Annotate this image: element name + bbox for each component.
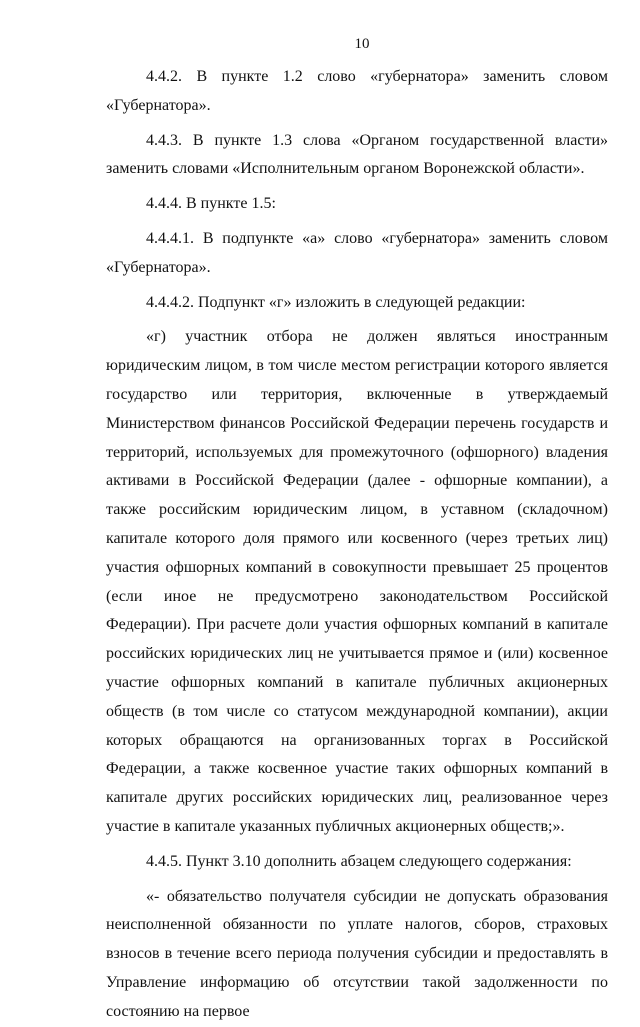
paragraph-4-4-3: 4.4.3. В пункте 1.3 слова «Органом государственной власти» заменить словами «Исполнительным органом Воронежской области». — [106, 131, 608, 178]
paragraph-4-4-2: 4.4.2. В пункте 1.2 слово «губернатора» заменить словом «Губернатора». — [106, 68, 608, 114]
paragraph-4-4-4: 4.4.4. В пункте 1.5: — [146, 195, 276, 213]
paragraph-4-4-4-1: 4.4.4.1. В подпункте «а» слово «губернатора» заменить словом «Губернатора». — [106, 229, 608, 276]
paragraph-obligation: «- обязательство получателя субсидии не допускать образования неисполненной обязанности по уплате налогов, сборов, страховых взносов в течение всего периода получения субсидии и предоставлять в Управление информацию об отсутствии такой задолженности по состоянию на первое — [106, 887, 608, 1020]
paragraph-4-4-4-2: 4.4.4.2. Подпункт «г» изложить в следующей редакции: — [146, 293, 526, 311]
paragraph-subpoint-g: «г) участник отбора не должен являться иностранным юридическим лицом, в том числе местом регистрации которого является государство или территория, включенные в утверждаемый Министерством финансов Российской Федерации перечень государств и территорий, используемых для промежуточного (офшорного) владения активами в Российской Федерации (далее - офшорные компании), а также российским юридическим лицом, в уставном (складочном) капитале которого доля прямого или косвенного (через третьих лиц) участия офшорных компаний в совокупности превышает 25 процентов (если иное не предусмотрено законодательством Российской Федерации). При расчете доли участия офшорных компаний в капитале российских юридических лиц не учитывается прямое и (или) косвенное участие офшорных компаний в капитале публичных акционерных обществ (в том числе со статусом международной компании), акции которых обращаются на организованных торгах в Российской Федерации, а также косвенное участие таких офшорных компаний в капитале других российских юридических лиц, реализованное через участие в капитале указанных публичных акционерных обществ;». — [106, 328, 608, 835]
page-number: 10 — [354, 36, 370, 52]
document-body — [106, 63, 608, 1027]
paragraph-4-4-5: 4.4.5. Пункт 3.10 дополнить абзацем следующего содержания: — [146, 852, 572, 870]
